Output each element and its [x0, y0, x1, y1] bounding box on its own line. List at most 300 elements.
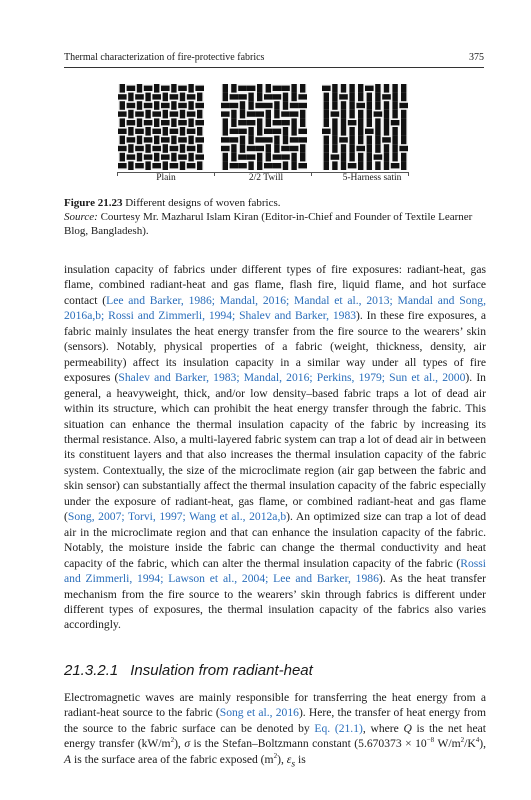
warp-yarn — [283, 101, 288, 110]
weft-yarn — [187, 163, 196, 168]
warp-yarn — [128, 93, 133, 102]
warp-yarn — [300, 110, 305, 119]
weft-yarn — [298, 163, 307, 168]
warp-yarn — [401, 84, 406, 93]
warp-yarn — [358, 93, 363, 102]
warp-yarn — [248, 161, 253, 170]
warp-yarn — [367, 118, 372, 127]
warp-yarn — [257, 93, 262, 102]
weft-yarn — [221, 137, 230, 142]
weft-yarn — [178, 86, 187, 91]
warp-yarn — [137, 84, 142, 93]
warp-yarn — [332, 161, 337, 170]
variable-epsilon: ε — [286, 752, 292, 766]
weft-yarn — [331, 111, 340, 116]
warp-yarn — [274, 136, 279, 145]
warp-yarn — [375, 127, 380, 136]
weft-yarn — [374, 111, 383, 116]
warp-yarn — [197, 144, 202, 153]
equation-link[interactable]: Eq. (21.1) — [314, 721, 363, 735]
warp-yarn — [324, 118, 329, 127]
warp-yarn — [291, 118, 296, 127]
weft-yarn — [298, 94, 307, 99]
weft-yarn — [187, 129, 196, 134]
citation-link[interactable]: Lee and Barker, 1986; Mandal, 2016; Mandal et al., 2013; Mandal and Song, 2016a,b; Rossi and Zimmerli, 1994; Shalev and Barker, 1983 — [64, 293, 487, 323]
warp-yarn — [324, 153, 329, 162]
warp-yarn — [341, 161, 346, 170]
warp-yarn — [300, 118, 305, 127]
weft-yarn — [127, 154, 136, 159]
warp-yarn — [283, 136, 288, 145]
warp-yarn — [188, 101, 193, 110]
warp-yarn — [384, 161, 389, 170]
weft-yarn — [264, 129, 273, 134]
warp-yarn — [231, 153, 236, 162]
warp-yarn — [163, 110, 168, 119]
weft-yarn — [230, 103, 239, 108]
warp-yarn — [180, 93, 185, 102]
warp-yarn — [349, 136, 354, 145]
warp-yarn — [197, 161, 202, 170]
warp-yarn — [358, 118, 363, 127]
weft-yarn — [118, 163, 127, 168]
warp-yarn — [324, 110, 329, 119]
warp-yarn — [324, 93, 329, 102]
superscript: 2 — [273, 751, 278, 760]
weft-yarn — [221, 103, 230, 108]
weft-yarn — [331, 154, 340, 159]
paragraph-text: ), — [277, 752, 287, 766]
warp-yarn — [349, 153, 354, 162]
figure-woven-designs — [0, 76, 531, 188]
warp-yarn — [231, 144, 236, 153]
warp-yarn — [188, 84, 193, 93]
warp-yarn — [223, 118, 228, 127]
superscript: 2 — [460, 736, 465, 745]
warp-yarn — [128, 127, 133, 136]
citation-link[interactable]: Shalev and Barker, 1983; Mandal, 2016; Perkins, 1979; Sun et al., 2000 — [118, 371, 466, 385]
warp-yarn — [266, 144, 271, 153]
weft-yarn — [356, 103, 365, 108]
warp-yarn — [283, 93, 288, 102]
paragraph-text: ). In general, a heavyweight, thick, and/or low density–based fabric traps a lot of dead air within its structure, which can prohibit the heat energy transfer through the fabric. This situation can enhance the thermal insulation capacity of the fabric by increasing its thermal resistance. Also, a multi-layered fabric system can trap a lot of dead air in between its constituent layers and that also increases the thermal insulation capacity of the fabric system. Contextually, the size of the microclimate region (air gap between the fabric and skin sensor) can substantially affect the thermal insulation capacity of the fabric especially under the exposure of radiant-heat, gas flame, or combined radiant-heat and gas flame ( — [64, 371, 486, 524]
citation-link[interactable]: Song et al., 2016 — [219, 706, 299, 720]
weft-yarn — [178, 120, 187, 125]
warp-yarn — [257, 84, 262, 93]
running-head-title: Thermal characterization of fire-protective fabrics — [64, 52, 265, 63]
warp-yarn — [283, 161, 288, 170]
warp-yarn — [349, 110, 354, 119]
warp-yarn — [274, 110, 279, 119]
weft-yarn — [281, 120, 290, 125]
warp-yarn — [358, 127, 363, 136]
warp-yarn — [197, 110, 202, 119]
superscript: −8 — [426, 736, 435, 745]
warp-yarn — [367, 101, 372, 110]
warp-yarn — [341, 144, 346, 153]
warp-yarn — [300, 84, 305, 93]
weft-yarn — [247, 154, 256, 159]
source-text: Courtesy Mr. Mazharul Islam Kiran (Editor-in-Chief and Founder of Textile Learner Blog, Bangladesh). — [64, 211, 473, 237]
warp-yarn — [231, 118, 236, 127]
warp-yarn — [188, 153, 193, 162]
weft-yarn — [161, 86, 170, 91]
warp-yarn — [145, 161, 150, 170]
warp-yarn — [384, 84, 389, 93]
warp-yarn — [401, 110, 406, 119]
weft-yarn — [290, 137, 299, 142]
weft-yarn — [187, 111, 196, 116]
warp-yarn — [223, 84, 228, 93]
warp-yarn — [291, 161, 296, 170]
warp-yarn — [240, 144, 245, 153]
weave-label-plain: Plain — [156, 173, 176, 183]
weft-yarn — [230, 94, 239, 99]
warp-yarn — [120, 136, 125, 145]
paragraph-text: is the Stefan–Boltzmann constant (5.670373 × 10 — [190, 737, 427, 751]
warp-yarn — [223, 127, 228, 136]
warp-yarn — [248, 136, 253, 145]
warp-yarn — [197, 93, 202, 102]
weft-yarn — [135, 94, 144, 99]
source-label: Source: — [64, 211, 98, 223]
warp-yarn — [120, 118, 125, 127]
warp-yarn — [332, 93, 337, 102]
warp-yarn — [300, 144, 305, 153]
weft-yarn — [255, 103, 264, 108]
warp-yarn — [248, 93, 253, 102]
weft-yarn — [127, 86, 136, 91]
warp-yarn — [384, 118, 389, 127]
paragraph-text: is the surface area of the fabric exposed (m — [71, 752, 274, 766]
weft-yarn — [221, 146, 230, 151]
warp-yarn — [291, 84, 296, 93]
weave-label-twill: 2/2 Twill — [248, 173, 284, 183]
warp-yarn — [266, 110, 271, 119]
weft-yarn — [339, 94, 348, 99]
warp-yarn — [349, 144, 354, 153]
warp-yarn — [197, 127, 202, 136]
warp-yarn — [231, 84, 236, 93]
paragraph-text: ), — [174, 737, 185, 751]
paragraph-text: ). Here, the transfer of heat energy from the source to the fabric surface can be denoted by — [64, 706, 486, 735]
weft-yarn — [255, 137, 264, 142]
warp-yarn — [392, 153, 397, 162]
warp-yarn — [401, 118, 406, 127]
warp-yarn — [171, 101, 176, 110]
warp-yarn — [257, 127, 262, 136]
weft-yarn — [127, 103, 136, 108]
warp-yarn — [223, 153, 228, 162]
weft-yarn — [391, 163, 400, 168]
weft-yarn — [399, 103, 408, 108]
weft-yarn — [230, 163, 239, 168]
warp-yarn — [266, 153, 271, 162]
weft-yarn — [127, 137, 136, 142]
warp-yarn — [349, 127, 354, 136]
warp-yarn — [324, 136, 329, 145]
paragraph-text: W/m — [434, 737, 461, 751]
page-number: 375 — [469, 52, 484, 63]
weft-yarn — [281, 86, 290, 91]
warp-yarn — [283, 127, 288, 136]
weft-yarn — [152, 129, 161, 134]
weft-yarn — [170, 94, 179, 99]
warp-yarn — [384, 101, 389, 110]
superscript: 2 — [170, 736, 175, 745]
warp-yarn — [367, 93, 372, 102]
warp-yarn — [128, 144, 133, 153]
warp-yarn — [171, 136, 176, 145]
variable-sigma: σ — [184, 737, 191, 751]
warp-yarn — [257, 153, 262, 162]
weft-yarn — [221, 111, 230, 116]
weft-yarn — [238, 94, 247, 99]
weft-yarn — [255, 111, 264, 116]
warp-yarn — [401, 136, 406, 145]
weft-yarn — [144, 120, 153, 125]
section-number: 21.3.2.1 — [64, 662, 119, 679]
warp-yarn — [291, 153, 296, 162]
warp-yarn — [266, 118, 271, 127]
weft-yarn — [264, 163, 273, 168]
header-rule — [64, 67, 484, 68]
warp-yarn — [401, 93, 406, 102]
weft-yarn — [238, 163, 247, 168]
paragraph-text: ), — [479, 737, 487, 751]
warp-yarn — [332, 84, 337, 93]
warp-yarn — [300, 153, 305, 162]
paragraph-text: insulation capacity of fabrics under different types of fire exposures: radiant-heat, gas flame, combined radiant-heat and gas flame, flash fire, liquid flame, and hot surface contact ( — [64, 263, 486, 307]
warp-yarn — [367, 144, 372, 153]
weft-yarn — [298, 103, 307, 108]
weave-twill-image — [221, 84, 309, 170]
warp-yarn — [180, 110, 185, 119]
weft-yarn — [374, 154, 383, 159]
weft-yarn — [230, 129, 239, 134]
weft-yarn — [273, 163, 282, 168]
weft-yarn — [399, 146, 408, 151]
warp-yarn — [145, 110, 150, 119]
figure-caption — [64, 196, 488, 238]
weft-yarn — [238, 86, 247, 91]
weft-yarn — [195, 103, 204, 108]
weft-yarn — [348, 163, 357, 168]
warp-yarn — [145, 93, 150, 102]
weft-yarn — [178, 154, 187, 159]
warp-yarn — [120, 153, 125, 162]
weft-yarn — [255, 146, 264, 151]
warp-yarn — [163, 161, 168, 170]
weft-yarn — [238, 129, 247, 134]
warp-yarn — [332, 136, 337, 145]
warp-yarn — [358, 84, 363, 93]
weft-yarn — [273, 120, 282, 125]
warp-yarn — [384, 110, 389, 119]
warp-yarn — [358, 136, 363, 145]
section-title: Insulation from radiant-heat — [130, 662, 313, 679]
weft-yarn — [118, 146, 127, 151]
warp-yarn — [274, 101, 279, 110]
weft-yarn — [273, 86, 282, 91]
warp-yarn — [341, 118, 346, 127]
warp-yarn — [384, 153, 389, 162]
body-paragraph-1 — [64, 262, 486, 633]
weft-yarn — [264, 103, 273, 108]
warp-yarn — [341, 153, 346, 162]
warp-yarn — [137, 118, 142, 127]
weft-yarn — [238, 154, 247, 159]
warp-yarn — [358, 153, 363, 162]
warp-yarn — [231, 110, 236, 119]
weft-yarn — [273, 94, 282, 99]
warp-yarn — [171, 153, 176, 162]
weft-yarn — [281, 146, 290, 151]
warp-yarn — [349, 93, 354, 102]
warp-yarn — [367, 110, 372, 119]
weft-yarn — [152, 146, 161, 151]
warp-yarn — [180, 144, 185, 153]
warp-yarn — [341, 84, 346, 93]
warp-yarn — [180, 127, 185, 136]
weft-yarn — [230, 137, 239, 142]
warp-yarn — [248, 127, 253, 136]
weft-yarn — [247, 146, 256, 151]
warp-yarn — [163, 127, 168, 136]
weave-label-satin: 5-Harness satin — [342, 173, 402, 183]
warp-yarn — [392, 136, 397, 145]
warp-yarn — [188, 136, 193, 145]
weft-yarn — [152, 111, 161, 116]
warp-yarn — [367, 136, 372, 145]
warp-yarn — [367, 161, 372, 170]
weft-yarn — [152, 163, 161, 168]
warp-yarn — [375, 118, 380, 127]
warp-yarn — [128, 110, 133, 119]
weft-yarn — [170, 111, 179, 116]
warp-yarn — [384, 127, 389, 136]
warp-yarn — [375, 144, 380, 153]
warp-yarn — [375, 161, 380, 170]
warp-yarn — [248, 101, 253, 110]
weft-yarn — [161, 103, 170, 108]
weft-yarn — [195, 120, 204, 125]
weft-yarn — [187, 146, 196, 151]
weft-yarn — [118, 94, 127, 99]
weft-yarn — [170, 163, 179, 168]
paragraph-text: , where — [362, 721, 404, 735]
warp-yarn — [332, 118, 337, 127]
warp-yarn — [392, 110, 397, 119]
weave-satin-image — [322, 84, 410, 170]
weft-yarn — [290, 146, 299, 151]
weft-yarn — [281, 111, 290, 116]
warp-yarn — [324, 101, 329, 110]
warp-yarn — [274, 144, 279, 153]
warp-yarn — [349, 84, 354, 93]
warp-yarn — [240, 136, 245, 145]
weft-yarn — [365, 129, 374, 134]
warp-yarn — [291, 93, 296, 102]
weft-yarn — [170, 129, 179, 134]
warp-yarn — [375, 101, 380, 110]
warp-yarn — [341, 101, 346, 110]
warp-yarn — [137, 136, 142, 145]
weft-yarn — [144, 103, 153, 108]
weft-yarn — [118, 129, 127, 134]
weft-yarn — [273, 154, 282, 159]
weft-yarn — [161, 120, 170, 125]
weft-yarn — [178, 137, 187, 142]
weft-yarn — [322, 129, 331, 134]
weft-yarn — [247, 111, 256, 116]
warp-yarn — [137, 153, 142, 162]
weft-yarn — [135, 129, 144, 134]
warp-yarn — [163, 93, 168, 102]
section-heading — [64, 662, 484, 679]
weft-yarn — [187, 94, 196, 99]
warp-yarn — [240, 110, 245, 119]
warp-yarn — [401, 127, 406, 136]
weft-yarn — [161, 154, 170, 159]
weft-yarn — [281, 154, 290, 159]
warp-yarn — [266, 84, 271, 93]
warp-yarn — [358, 161, 363, 170]
citation-link[interactable]: Song, 2007; Torvi, 1997; Wang et al., 2012a,b — [67, 510, 287, 524]
warp-yarn — [332, 127, 337, 136]
warp-yarn — [401, 153, 406, 162]
weft-yarn — [144, 154, 153, 159]
weft-yarn — [298, 129, 307, 134]
weft-yarn — [264, 137, 273, 142]
warp-yarn — [332, 101, 337, 110]
weft-yarn — [135, 163, 144, 168]
warp-yarn — [154, 118, 159, 127]
warp-yarn — [171, 84, 176, 93]
warp-yarn — [154, 84, 159, 93]
paragraph-text: /K — [464, 737, 476, 751]
warp-yarn — [349, 101, 354, 110]
warp-yarn — [291, 127, 296, 136]
weft-yarn — [391, 120, 400, 125]
warp-yarn — [375, 93, 380, 102]
weave-plain-image — [118, 84, 206, 170]
weft-yarn — [339, 137, 348, 142]
paragraph-text: is the net heat energy transfer (kW/m — [64, 721, 486, 751]
paragraph-text: is — [295, 752, 306, 766]
weft-yarn — [298, 137, 307, 142]
subscript: s — [291, 758, 296, 770]
variable-a: A — [64, 752, 72, 766]
weft-yarn — [247, 86, 256, 91]
warp-yarn — [223, 93, 228, 102]
weft-yarn — [356, 146, 365, 151]
caption-text: Different designs of woven fabrics. — [125, 197, 281, 209]
warp-yarn — [188, 118, 193, 127]
citation-link[interactable]: Rossi and Zimmerli, 1994; Lawson et al., 2004; Lee and Barker, 1986 — [64, 556, 486, 586]
warp-yarn — [145, 144, 150, 153]
weft-yarn — [161, 137, 170, 142]
warp-yarn — [341, 127, 346, 136]
weft-yarn — [290, 103, 299, 108]
weft-yarn — [382, 137, 391, 142]
warp-yarn — [384, 144, 389, 153]
warp-yarn — [392, 101, 397, 110]
weft-yarn — [382, 94, 391, 99]
warp-yarn — [392, 127, 397, 136]
weft-yarn — [264, 94, 273, 99]
weft-yarn — [195, 154, 204, 159]
